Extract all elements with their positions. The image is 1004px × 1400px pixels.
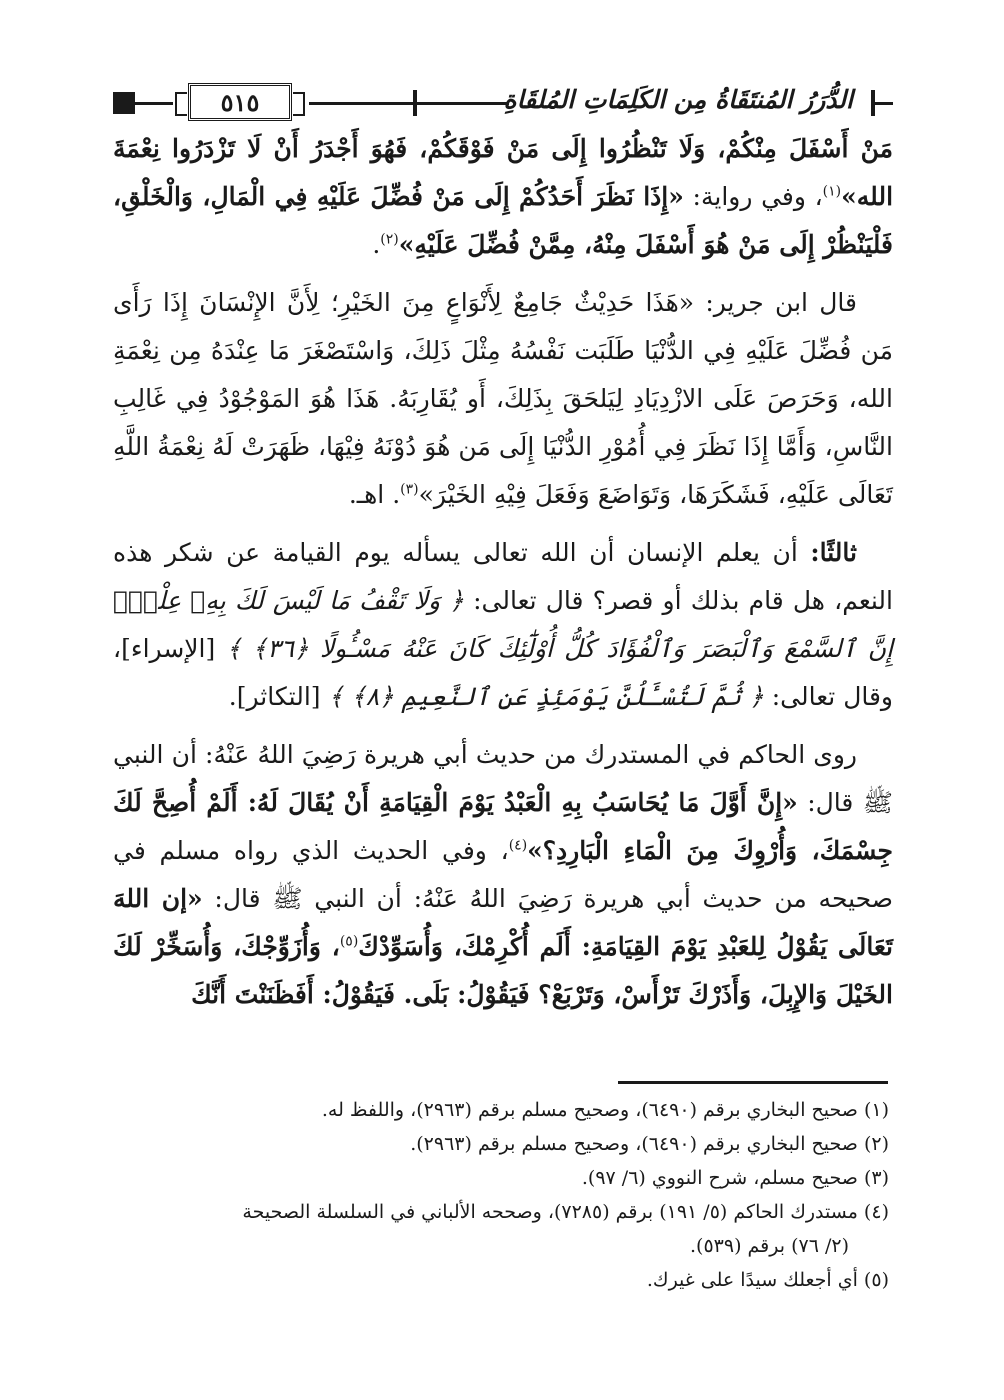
text: .	[372, 230, 381, 259]
text: [التكاثر].	[228, 682, 329, 711]
header-rule-right	[875, 102, 893, 105]
text: ، وفي الحديث الذي رواه مسلم في صحيحه من حديث أبي هريرة رَضِيَ اللهُ عَنْهُ: أن النبي ﷺ قال:	[113, 836, 893, 913]
hadith-text: مَنْ أَسْفَلَ مِنْكُمْ، وَلَا تَنْظُرُوا إِلَى مَنْ فَوْقَكُمْ، فَهُوَ أَجْدَرُ أَنْ لَا تَزْدَرُوا نِعْمَةَ الله»	[113, 134, 894, 211]
quote-text: قال ابن جرير: «هَذَا حَدِيْثٌ جَامِعٌ لِأَنْوَاعٍ مِنَ الخَيْرِ؛ لِأَنَّ الإِنْسَانَ إِذَا رَأَى مَن فُضِّلَ عَلَيْهِ فِي الدُّنْيَا طَلَبَت نَفْسُهُ مِثْلَ ذَلِكَ، وَاسْتَصْغَرَ مَا عِنْدَهُ مِن نِعْمَةِ الله، وَحَرَصَ عَلَى الازْدِيَادِ لِيَلحَقَ بِذَلِكَ، أَو يُقَارِبَهُ. هَذَا هُوَ المَوْجُوْدُ فِي غَالِبِ النَّاسِ، وَأَمَّا إِذَا نَظَرَ فِي أُمُوْرِ الدُّنْيَا إِلَى مَن هُوَ دُوْنَهُ فِيْهَا، ظَهَرَتْ لَهُ نِعْمَةُ اللَّهِ تَعَالَى عَلَيْهِ، فَشَكَرَهَا، وَتَوَاضَعَ وَفَعَلَ فِيْهِ الخَيْرَ»	[113, 288, 893, 509]
footnote-text: (٤) مستدرك الحاكم (٥/ ١٩١) برقم (٧٢٨٥)، وصححه الألباني في السلسلة الصحيحة	[242, 1201, 889, 1223]
text: ، وفي رواية:	[683, 182, 823, 211]
footnote-text-continued: (٢/ ٧٦) برقم (٥٣٩).	[690, 1235, 849, 1257]
footnote-ref[interactable]: (٢)	[380, 231, 399, 248]
quran-verse: ﴿ وَلَا تَقْفُ مَا لَيْسَ لَكَ بِهِۦ عِلْمٌۚ إِنَّ ٱلسَّمْعَ وَٱلْبَصَرَ وَٱلْفُؤَادَ كُلُّ أُوْلَٰٓئِكَ كَانَ عَنْهُ مَسْـُٔولًا ﴿٣٦﴾ ﴾	[113, 586, 894, 663]
section-lead: ثالثًا:	[810, 538, 857, 567]
footnote-3	[113, 1161, 889, 1195]
footnote-text: (٥) أي أجعلك سيدًا على غيرك.	[646, 1269, 889, 1291]
book-title: الدُّرَرُ المُنتَقَاةُ مِن الكَلِمَاتِ المُلقَاةِ	[503, 85, 853, 114]
footnote-ref[interactable]: (٤)	[508, 837, 528, 854]
footnote-2	[113, 1127, 889, 1161]
footnote-text: (١) صحيح البخاري برقم (٦٤٩٠)، وصحيح مسلم برقم (٢٩٦٣)، واللفظ له.	[321, 1099, 889, 1121]
main-text	[113, 125, 893, 1029]
footnote-5	[113, 1263, 889, 1297]
paragraph-1	[113, 125, 893, 269]
text: روى الحاكم في المستدرك من حديث أبي هريرة رَضِيَ اللهُ عَنْهُ: أن النبي ﷺ قال:	[113, 740, 893, 817]
text: [الإسراء]، وقال تعالى:	[113, 634, 893, 711]
page-number: ٥١٥	[188, 83, 292, 121]
quran-verse: ﴿ ثُمَّ لَتُسْـَٔلُنَّ يَوْمَئِذٍ عَنِ ٱلنَّعِيمِ ﴿٨﴾ ﴾	[328, 682, 764, 711]
footnote-1	[113, 1093, 889, 1127]
header-divider-bar	[413, 90, 417, 116]
footnotes	[113, 1093, 889, 1297]
hadith-text: ، وَأُزَوِّجْكَ، وَأُسَخِّرْ لَكَ الخَيْلَ وَالإِبِلَ، وَأَذَرْكَ تَرْأَسْ، وَتَرْبَعْ؟ فَيَقُوْلُ: بَلَى. فَيَقُوْلُ: أَفَظَنَنْتَ أَنَّكَ	[113, 932, 893, 1009]
hadith-text: «إِنَّ أَوَّلَ مَا يُحَاسَبُ بِهِ الْعَبْدُ يَوْمَ الْقِيَامَةِ أَنْ يُقَالَ لَهُ: أَلَمْ أُصِحَّ لَكَ جِسْمَكَ، وَأُرْوِكَ مِنَ الْمَاءِ الْبَارِدِ؟»	[113, 788, 893, 865]
footnote-ref[interactable]: (٥)	[339, 933, 359, 950]
footnote-ref[interactable]: (٣)	[400, 481, 419, 498]
header-rule-left	[135, 102, 173, 105]
text: أن يعلم الإنسان أن الله تعالى يسأله يوم القيامة عن شكر هذه النعم، هل قام بذلك أو قصر؟ قال تعالى:	[113, 538, 893, 615]
header-rule-middle	[309, 102, 509, 105]
footnote-separator	[618, 1081, 888, 1084]
footnote-ref[interactable]: (١)	[822, 183, 842, 200]
page-header	[113, 83, 893, 123]
footnote-text: (٢) صحيح البخاري برقم (٦٤٩٠)، وصحيح مسلم برقم (٢٩٦٣).	[410, 1133, 889, 1155]
header-square-left-icon	[113, 92, 135, 114]
text: . اهـ.	[348, 480, 401, 509]
hadith-text: «إِذَا نَظَرَ أَحَدُكُمْ إِلَى مَنْ فُضِّلَ عَلَيْهِ فِي الْمَالِ، وَالْخَلْقِ، فَلْيَنْظُرْ إِلَى مَنْ هُوَ أَسْفَلَ مِنْهُ، مِمَّنْ فُضِّلَ عَلَيْهِ»	[113, 182, 893, 259]
footnote-4	[113, 1195, 889, 1263]
paragraph-4	[113, 731, 893, 1019]
hadith-text: «إن اللهَ تَعَالَى يَقُوْلُ لِلعَبْدِ يَوْمَ القِيَامَةِ: أَلَم أُكْرِمْكَ، وَأُسَوِّدْكَ	[113, 884, 893, 961]
paragraph-2	[113, 279, 893, 519]
paragraph-3	[113, 529, 893, 721]
footnote-text: (٣) صحيح مسلم، شرح النووي (٦/ ٩٧).	[581, 1167, 889, 1189]
